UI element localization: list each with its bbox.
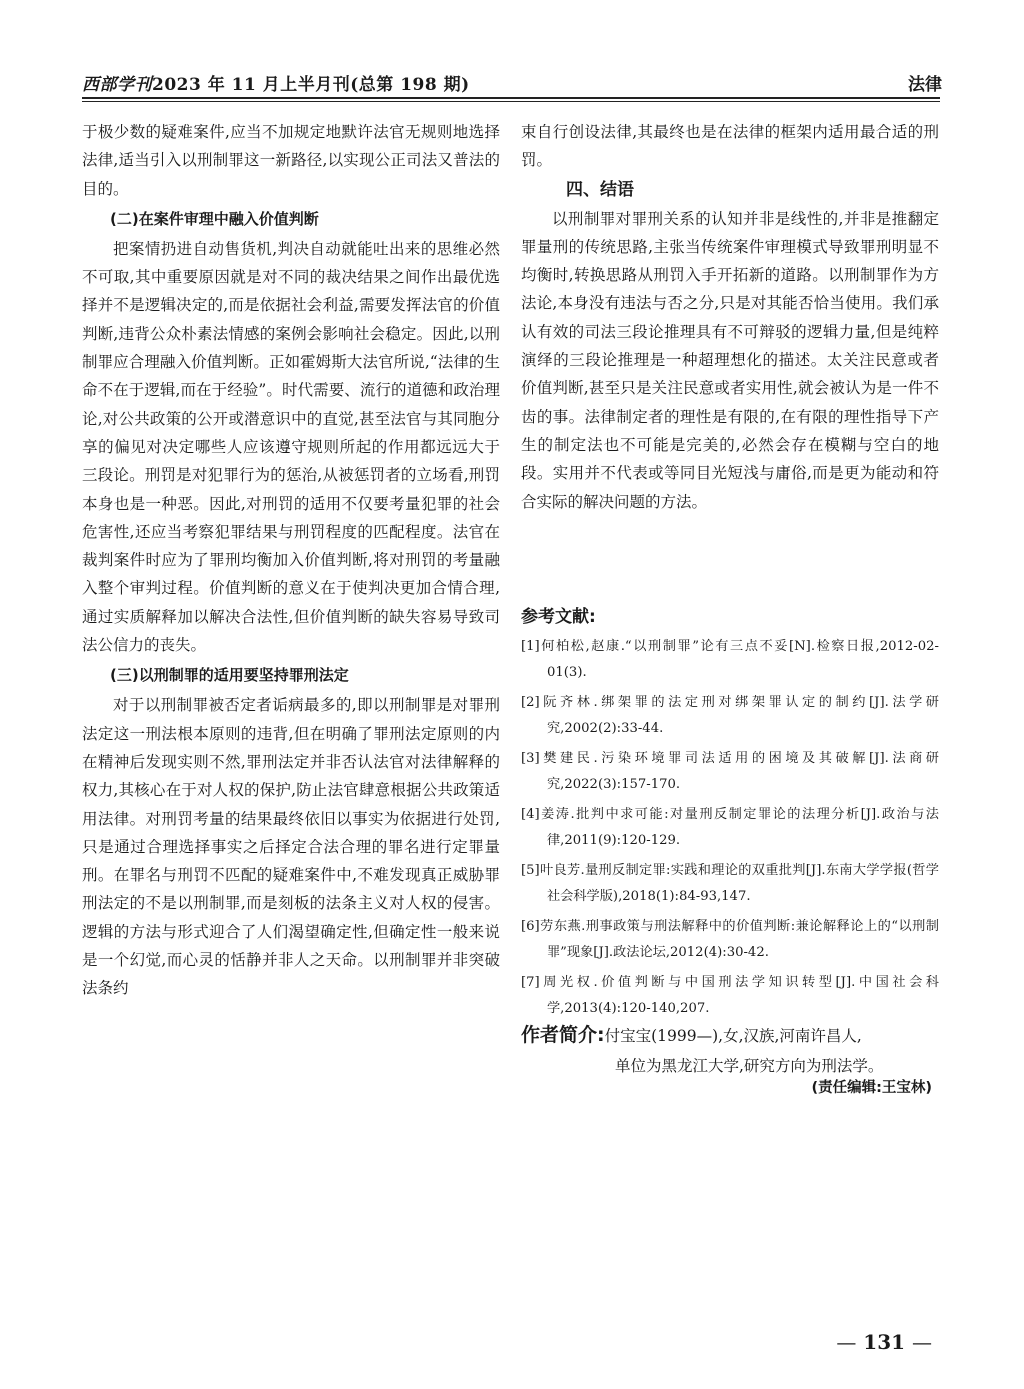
paragraph: 把案情扔进自动售货机,判决自动就能吐出来的思维必然不可取,其中重要原因就是对不同的裁决结果之间作出最优选择并不是逻辑决定的,而是依据社会利益,需要发挥法官的价值判断,违背公众朴素法情感的案例会影响社会稳定。因此,以刑制罪应合理融入价值判断。正如霍姆斯大法官所说,“法律的生命不在于逻辑,而在于经验”。时代需要、流行的道德和政治理论,对公共政策的公开或潜意识中的直觉,甚至法官与其同胞分享的偏见对决定哪些人应该遵守规则所起的作用都远远大于三段论。刑罚是对犯罪行为的惩治,从被惩罚者的立场看,刑罚本身也是一种恶。因此,对刑罚的适用不仅要考量犯罪的社会危害性,还应当考察犯罪结果与刑罚程度的匹配程度。法官在裁判案件时应为了罪刑均衡加入价值判断,将对刑罚的考量融入整个审判过程。价值判断的意义在于使判决更加合情合理,通过实质解释加以解决合法性,但价值判断的缺失容易导致司法公信力的丧失。 — [82, 239, 500, 655]
page-number — [836, 1330, 932, 1354]
running-header — [82, 70, 942, 96]
author-bio — [521, 1020, 941, 1081]
section-name: 法律 — [908, 75, 942, 95]
reference-list — [521, 634, 939, 1026]
reference-item: [2]阮齐林.绑架罪的法定刑对绑架罪认定的制约[J].法学研究,2002(2):33-44. — [521, 695, 939, 736]
journal-title — [82, 70, 470, 95]
author-bio-line: 单位为黑龙江大学,研究方向为刑法学。 — [615, 1057, 884, 1075]
subsection-heading: (三)以刑制罪的适用要坚持罪刑法定 — [110, 666, 349, 685]
reference-item: [1]何柏松,赵康.“以刑制罪”论有三点不妥[N].检察日报,2012-02-01(3). — [521, 639, 939, 680]
journal-logo: 西部学刊 — [82, 75, 152, 95]
reference-item: [7]周光权.价值判断与中国刑法学知识转型[J].中国社会科学,2013(4):120-140,207. — [521, 975, 939, 1016]
references-title: 参考文献: — [521, 607, 596, 627]
journal-issue: 2023 年 11 月上半月刊(总第 198 期) — [152, 75, 470, 95]
header-rule-thin — [82, 101, 940, 102]
page-dash-left: — — [836, 1330, 857, 1354]
paragraph: 于极少数的疑难案件,应当不加规定地默许法官无规则地选择法律,适当引入以刑制罪这一新路径,以实现公正司法又普法的目的。 — [82, 123, 500, 198]
subsection-heading: (二)在案件审理中融入价值判断 — [110, 209, 319, 228]
responsible-editor: (责任编辑:王宝林) — [811, 1080, 932, 1096]
paragraph: 以刑制罪对罪刑关系的认知并非是线性的,并非是推翻定罪量刑的传统思路,主张当传统案件审理模式导致罪刑明显不均衡时,转换思路从刑罚入手开拓新的道路。以刑制罪作为方法论,本身没有违法与否之分,只是对其能否恰当使用。我们承认有效的司法三段论推理具有不可辩驳的逻辑力量,但是纯粹演绎的三段论推理是一种超理想化的描述。太关注民意或者价值判断,甚至只是关注民意或者实用性,就会被认为是一件不齿的事。法律制定者的理性是有限的,在有限的理性指导下产生的制定法也不可能是完美的,必然会存在模糊与空白的地段。实用并不代表或等同目光短浅与庸俗,而是更为能动和符合实际的解决问题的方法。 — [521, 209, 939, 511]
paragraph: 束自行创设法律,其最终也是在法律的框架内适用最合适的刑罚。 — [521, 123, 939, 170]
reference-item: [5]叶良芳.量刑反制定罪:实践和理论的双重批判[J].东南大学学报(哲学社会科学版),2018(1):84-93,147. — [521, 863, 939, 904]
page-number-value: 131 — [863, 1330, 906, 1354]
author-bio-line: 付宝宝(1999—),女,汉族,河南许昌人, — [604, 1027, 862, 1045]
header-rule — [82, 97, 940, 99]
reference-item: [3]樊建民.污染环境罪司法适用的困境及其破解[J].法商研究,2022(3):157-170. — [521, 751, 939, 792]
section-heading: 四、结语 — [566, 179, 634, 200]
paragraph: 对于以刑制罪被否定者诟病最多的,即以刑制罪是对罪刑法定这一刑法根本原则的违背,但在明确了罪刑法定原则的内在精神后发现实则不然,罪刑法定并非否认法官对法律解释的权力,其核心在于对人权的保护,防止法官肆意根据公共政策适用法律。对刑罚考量的结果最终依旧以事实为依据进行处罚,只是通过合理选择事实之后择定合法合理的罪名进行定罪量刑。在罪名与刑罚不匹配的疑难案件中,不难发现真正威胁罪刑法定的不是以刑制罪,而是刻板的法条主义对人权的侵害。逻辑的方法与形式迎合了人们渴望确定性,但确定性一般来说是一个幻觉,而心灵的恬静并非人之天命。以刑制罪并非突破法条约 — [82, 696, 500, 998]
right-column — [521, 118, 939, 516]
reference-item: [4]姜涛.批判中求可能:对量刑反制定罪论的法理分析[J].政治与法律,2011(9):120-129. — [521, 807, 939, 848]
author-bio-label: 作者简介: — [521, 1024, 605, 1046]
page-dash-right: — — [912, 1330, 932, 1354]
reference-item: [6]劳东燕.刑事政策与刑法解释中的价值判断:兼论解释论上的“以刑制罪”现象[J].政法论坛,2012(4):30-42. — [521, 919, 939, 960]
left-column — [82, 118, 500, 1003]
